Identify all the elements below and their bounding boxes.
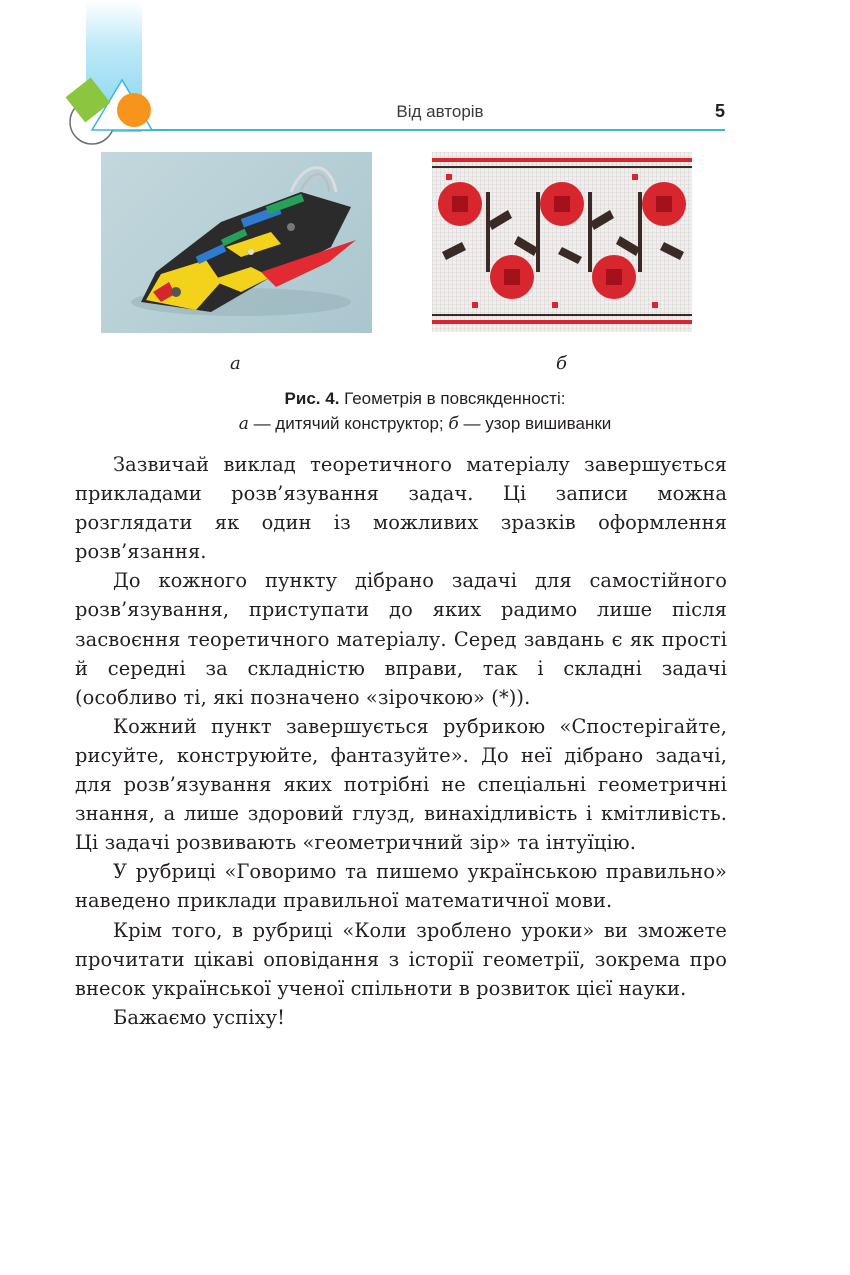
caption-text-b: — узор вишиванки <box>463 414 612 433</box>
paragraph: Крім того, в рубриці «Коли зроблено уроки» ви зможете прочитати цікаві оповідання з історії геометрії, зокрема про внесок української ученої спільноти в розвиток цієї науки. <box>75 918 727 1000</box>
figure-letter-a: а <box>230 353 241 374</box>
paragraph: Кожний пункт завершується рубрикою «Спостерігайте, рисуйте, конструюйте, фантазуйте». До неї дібрано задачі, для розв’язування яких потрібні не спеціальні геометричні знання, а лише здоровий глузд, винахідливість і кмітливість. Ці задачі розвивають «геометричний зір» та інтуїцію. <box>75 714 727 855</box>
caption-text-a: — дитячий конструктор; <box>253 414 444 433</box>
figure-b-embroidery-pattern <box>432 152 692 332</box>
caption-label: Рис. 4. <box>284 389 340 408</box>
page-number: 5 <box>714 101 725 121</box>
caption-letter-b: б <box>448 414 459 434</box>
paragraph: До кожного пункту дібрано задачі для самостійного розв’язування, приступати до яких радимо лише після засвоєння теоретичного матеріалу. Серед завдань є як прості й середні за складністю вправи, так і складні задачі (особливо ті, які позначено «зірочкою» (*)). <box>75 569 727 709</box>
paragraph: Зазвичай виклад теоретичного матеріалу завершується прикладами розв’язування задач. Ці записи можна розглядати як один із можливих зразків оформлення розв’язання. <box>75 453 727 564</box>
figure-letter-b: б <box>556 353 567 374</box>
header-rule <box>128 129 725 131</box>
figure-a-construction-toy <box>101 152 372 333</box>
geometry-shapes-logo <box>62 70 162 150</box>
caption-letter-a: а <box>238 414 249 434</box>
running-head: Від авторів <box>396 102 484 121</box>
body-text <box>75 450 727 1032</box>
figure-caption <box>60 386 790 437</box>
paragraph: У рубриці «Говоримо та пишемо українською правильно» наведено приклади правильної математичної мови. <box>75 860 727 913</box>
paragraph: Бажаємо успіху! <box>113 1005 286 1029</box>
caption-title: Геометрія в повсякденності: <box>344 389 566 408</box>
